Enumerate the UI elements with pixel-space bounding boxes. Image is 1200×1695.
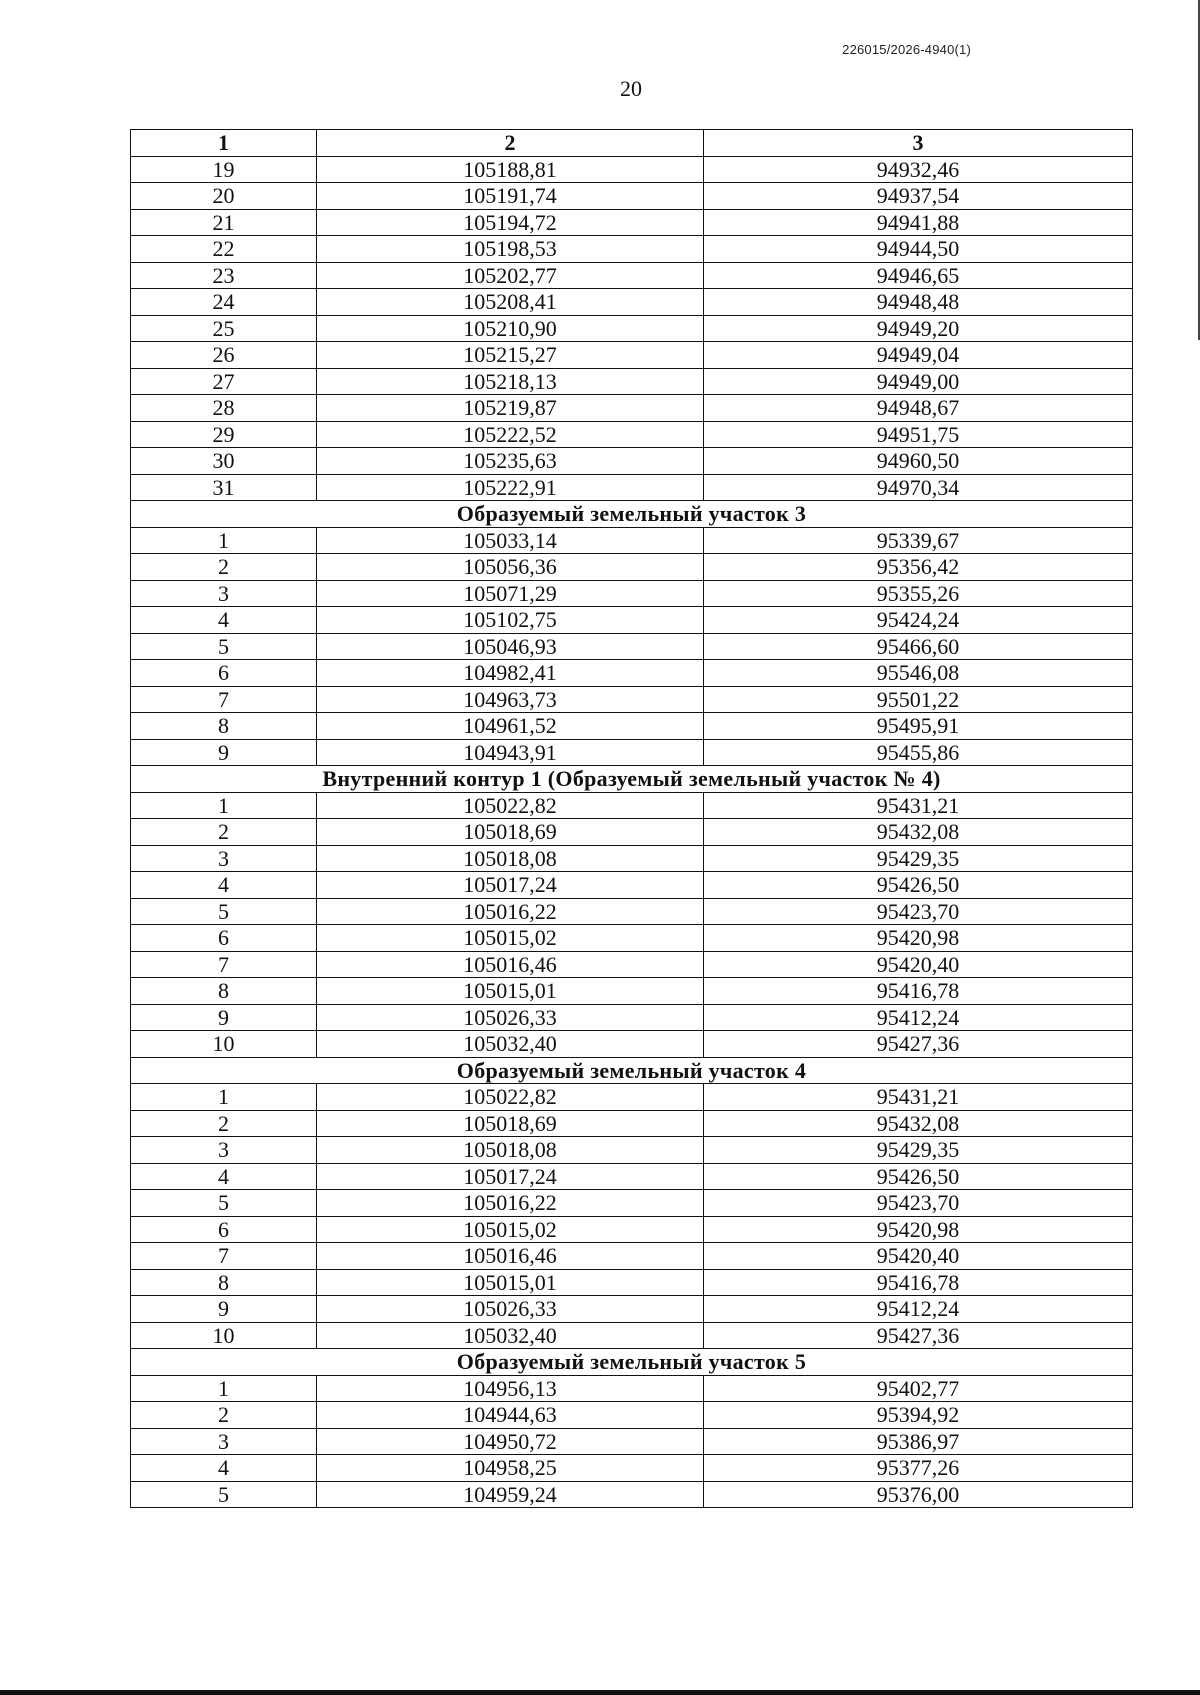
x-coordinate-cell: 105056,36 <box>317 554 704 581</box>
y-coordinate-cell: 95432,08 <box>704 819 1133 846</box>
point-number-cell: 29 <box>131 421 317 448</box>
table-row <box>131 421 1133 448</box>
x-coordinate-cell: 105208,41 <box>317 289 704 316</box>
x-coordinate-cell: 105219,87 <box>317 395 704 422</box>
table-row <box>131 1137 1133 1164</box>
table-row <box>131 1322 1133 1349</box>
table-row <box>131 607 1133 634</box>
point-number-cell: 10 <box>131 1322 317 1349</box>
table-row <box>131 580 1133 607</box>
point-number-cell: 7 <box>131 951 317 978</box>
x-coordinate-cell: 105222,52 <box>317 421 704 448</box>
x-coordinate-cell: 105188,81 <box>317 156 704 183</box>
point-number-cell: 8 <box>131 713 317 740</box>
point-number-cell: 1 <box>131 1084 317 1111</box>
x-coordinate-cell: 104959,24 <box>317 1481 704 1508</box>
x-coordinate-cell: 105018,08 <box>317 845 704 872</box>
table-row <box>131 1455 1133 1482</box>
y-coordinate-cell: 94949,20 <box>704 315 1133 342</box>
x-coordinate-cell: 104944,63 <box>317 1402 704 1429</box>
section-title: Образуемый земельный участок 5 <box>131 1349 1133 1376</box>
section-row <box>131 766 1133 793</box>
point-number-cell: 3 <box>131 1428 317 1455</box>
scan-bottom-rule <box>0 1690 1200 1695</box>
x-coordinate-cell: 104943,91 <box>317 739 704 766</box>
y-coordinate-cell: 95339,67 <box>704 527 1133 554</box>
x-coordinate-cell: 105235,63 <box>317 448 704 475</box>
point-number-cell: 2 <box>131 1402 317 1429</box>
y-coordinate-cell: 94944,50 <box>704 236 1133 263</box>
page-number: 20 <box>620 76 642 101</box>
section-row <box>131 1057 1133 1084</box>
point-number-cell: 25 <box>131 315 317 342</box>
point-number-cell: 30 <box>131 448 317 475</box>
x-coordinate-cell: 105015,02 <box>317 1216 704 1243</box>
point-number-cell: 20 <box>131 183 317 210</box>
table-row <box>131 315 1133 342</box>
table-row <box>131 1216 1133 1243</box>
x-coordinate-cell: 105071,29 <box>317 580 704 607</box>
table-row <box>131 1428 1133 1455</box>
coordinates-table <box>130 129 1133 1508</box>
point-number-cell: 27 <box>131 368 317 395</box>
point-number-cell: 3 <box>131 580 317 607</box>
point-number-cell: 22 <box>131 236 317 263</box>
table-row <box>131 1110 1133 1137</box>
x-coordinate-cell: 105210,90 <box>317 315 704 342</box>
x-coordinate-cell: 105017,24 <box>317 1163 704 1190</box>
point-number-cell: 4 <box>131 607 317 634</box>
table-row <box>131 925 1133 952</box>
table-row <box>131 183 1133 210</box>
point-number-cell: 4 <box>131 1455 317 1482</box>
point-number-cell: 1 <box>131 527 317 554</box>
x-coordinate-cell: 105046,93 <box>317 633 704 660</box>
y-coordinate-cell: 95416,78 <box>704 1269 1133 1296</box>
point-number-cell: 2 <box>131 554 317 581</box>
table-row <box>131 845 1133 872</box>
point-number-cell: 1 <box>131 792 317 819</box>
x-coordinate-cell: 105018,08 <box>317 1137 704 1164</box>
x-coordinate-cell: 105018,69 <box>317 1110 704 1137</box>
table-row <box>131 1402 1133 1429</box>
y-coordinate-cell: 94948,48 <box>704 289 1133 316</box>
y-coordinate-cell: 95402,77 <box>704 1375 1133 1402</box>
y-coordinate-cell: 95427,36 <box>704 1322 1133 1349</box>
y-coordinate-cell: 95423,70 <box>704 898 1133 925</box>
section-row <box>131 1349 1133 1376</box>
x-coordinate-cell: 105026,33 <box>317 1296 704 1323</box>
point-number-cell: 19 <box>131 156 317 183</box>
document-id: 226015/2026-4940(1) <box>842 42 971 57</box>
y-coordinate-cell: 94941,88 <box>704 209 1133 236</box>
y-coordinate-cell: 94946,65 <box>704 262 1133 289</box>
x-coordinate-cell: 105033,14 <box>317 527 704 554</box>
point-number-cell: 26 <box>131 342 317 369</box>
point-number-cell: 28 <box>131 395 317 422</box>
table-row <box>131 792 1133 819</box>
y-coordinate-cell: 95427,36 <box>704 1031 1133 1058</box>
table-row <box>131 1031 1133 1058</box>
y-coordinate-cell: 95355,26 <box>704 580 1133 607</box>
table-row <box>131 872 1133 899</box>
table-row <box>131 1243 1133 1270</box>
y-coordinate-cell: 94948,67 <box>704 395 1133 422</box>
y-coordinate-cell: 94949,04 <box>704 342 1133 369</box>
x-coordinate-cell: 104961,52 <box>317 713 704 740</box>
table-row <box>131 633 1133 660</box>
table-row <box>131 262 1133 289</box>
y-coordinate-cell: 95423,70 <box>704 1190 1133 1217</box>
table-row <box>131 1269 1133 1296</box>
y-coordinate-cell: 95420,98 <box>704 1216 1133 1243</box>
y-coordinate-cell: 94932,46 <box>704 156 1133 183</box>
point-number-cell: 5 <box>131 898 317 925</box>
table-row <box>131 527 1133 554</box>
table-row <box>131 209 1133 236</box>
x-coordinate-cell: 105218,13 <box>317 368 704 395</box>
table-row <box>131 686 1133 713</box>
x-coordinate-cell: 104982,41 <box>317 660 704 687</box>
y-coordinate-cell: 95376,00 <box>704 1481 1133 1508</box>
point-number-cell: 7 <box>131 1243 317 1270</box>
y-coordinate-cell: 94970,34 <box>704 474 1133 501</box>
table-row <box>131 1296 1133 1323</box>
table-row <box>131 554 1133 581</box>
y-coordinate-cell: 95420,40 <box>704 1243 1133 1270</box>
y-coordinate-cell: 94949,00 <box>704 368 1133 395</box>
point-number-cell: 2 <box>131 1110 317 1137</box>
point-number-cell: 10 <box>131 1031 317 1058</box>
x-coordinate-cell: 105017,24 <box>317 872 704 899</box>
y-coordinate-cell: 95429,35 <box>704 1137 1133 1164</box>
y-coordinate-cell: 95546,08 <box>704 660 1133 687</box>
table-row <box>131 289 1133 316</box>
table-body <box>131 156 1133 1508</box>
y-coordinate-cell: 95412,24 <box>704 1004 1133 1031</box>
section-row <box>131 501 1133 528</box>
section-title: Образуемый земельный участок 4 <box>131 1057 1133 1084</box>
x-coordinate-cell: 105016,22 <box>317 1190 704 1217</box>
x-coordinate-cell: 104963,73 <box>317 686 704 713</box>
x-coordinate-cell: 105026,33 <box>317 1004 704 1031</box>
point-number-cell: 5 <box>131 1481 317 1508</box>
x-coordinate-cell: 105198,53 <box>317 236 704 263</box>
table-row <box>131 448 1133 475</box>
y-coordinate-cell: 94937,54 <box>704 183 1133 210</box>
point-number-cell: 1 <box>131 1375 317 1402</box>
table-row <box>131 474 1133 501</box>
point-number-cell: 3 <box>131 845 317 872</box>
table-row <box>131 1481 1133 1508</box>
x-coordinate-cell: 105194,72 <box>317 209 704 236</box>
y-coordinate-cell: 95420,40 <box>704 951 1133 978</box>
header-row <box>131 130 1133 157</box>
point-number-cell: 8 <box>131 1269 317 1296</box>
table-row <box>131 1163 1133 1190</box>
y-coordinate-cell: 95466,60 <box>704 633 1133 660</box>
point-number-cell: 24 <box>131 289 317 316</box>
x-coordinate-cell: 104958,25 <box>317 1455 704 1482</box>
y-coordinate-cell: 95455,86 <box>704 739 1133 766</box>
y-coordinate-cell: 95424,24 <box>704 607 1133 634</box>
x-coordinate-cell: 105032,40 <box>317 1031 704 1058</box>
y-coordinate-cell: 95426,50 <box>704 872 1133 899</box>
point-number-cell: 5 <box>131 633 317 660</box>
table-row <box>131 1004 1133 1031</box>
table-row <box>131 951 1133 978</box>
point-number-cell: 9 <box>131 1004 317 1031</box>
y-coordinate-cell: 95429,35 <box>704 845 1133 872</box>
table-row <box>131 660 1133 687</box>
point-number-cell: 5 <box>131 1190 317 1217</box>
table-header <box>131 130 1133 157</box>
x-coordinate-cell: 105015,02 <box>317 925 704 952</box>
point-number-cell: 6 <box>131 925 317 952</box>
x-coordinate-cell: 105102,75 <box>317 607 704 634</box>
table-row <box>131 395 1133 422</box>
x-coordinate-cell: 105022,82 <box>317 792 704 819</box>
table-row <box>131 368 1133 395</box>
y-coordinate-cell: 94951,75 <box>704 421 1133 448</box>
x-coordinate-cell: 105018,69 <box>317 819 704 846</box>
section-title: Внутренний контур 1 (Образуемый земельный участок № 4) <box>131 766 1133 793</box>
point-number-cell: 8 <box>131 978 317 1005</box>
x-coordinate-cell: 105032,40 <box>317 1322 704 1349</box>
table-row <box>131 156 1133 183</box>
x-coordinate-cell: 104956,13 <box>317 1375 704 1402</box>
point-number-cell: 4 <box>131 1163 317 1190</box>
x-coordinate-cell: 105016,22 <box>317 898 704 925</box>
column-header-point-number: 1 <box>131 130 317 157</box>
y-coordinate-cell: 95377,26 <box>704 1455 1133 1482</box>
x-coordinate-cell: 105015,01 <box>317 1269 704 1296</box>
x-coordinate-cell: 105015,01 <box>317 978 704 1005</box>
y-coordinate-cell: 95412,24 <box>704 1296 1133 1323</box>
x-coordinate-cell: 105191,74 <box>317 183 704 210</box>
table-row <box>131 739 1133 766</box>
table-row <box>131 1084 1133 1111</box>
point-number-cell: 6 <box>131 1216 317 1243</box>
point-number-cell: 3 <box>131 1137 317 1164</box>
y-coordinate-cell: 95495,91 <box>704 713 1133 740</box>
y-coordinate-cell: 95426,50 <box>704 1163 1133 1190</box>
point-number-cell: 9 <box>131 1296 317 1323</box>
point-number-cell: 6 <box>131 660 317 687</box>
point-number-cell: 7 <box>131 686 317 713</box>
y-coordinate-cell: 95416,78 <box>704 978 1133 1005</box>
table-row <box>131 1375 1133 1402</box>
point-number-cell: 31 <box>131 474 317 501</box>
column-header-y: 3 <box>704 130 1133 157</box>
y-coordinate-cell: 95420,98 <box>704 925 1133 952</box>
y-coordinate-cell: 95386,97 <box>704 1428 1133 1455</box>
section-title: Образуемый земельный участок 3 <box>131 501 1133 528</box>
x-coordinate-cell: 105202,77 <box>317 262 704 289</box>
y-coordinate-cell: 94960,50 <box>704 448 1133 475</box>
x-coordinate-cell: 105016,46 <box>317 1243 704 1270</box>
point-number-cell: 2 <box>131 819 317 846</box>
x-coordinate-cell: 105022,82 <box>317 1084 704 1111</box>
table-row <box>131 236 1133 263</box>
y-coordinate-cell: 95431,21 <box>704 792 1133 819</box>
y-coordinate-cell: 95432,08 <box>704 1110 1133 1137</box>
y-coordinate-cell: 95431,21 <box>704 1084 1133 1111</box>
y-coordinate-cell: 95356,42 <box>704 554 1133 581</box>
point-number-cell: 21 <box>131 209 317 236</box>
table-row <box>131 342 1133 369</box>
table-row <box>131 978 1133 1005</box>
table-row <box>131 898 1133 925</box>
x-coordinate-cell: 105215,27 <box>317 342 704 369</box>
table-row <box>131 713 1133 740</box>
column-header-x: 2 <box>317 130 704 157</box>
table-row <box>131 1190 1133 1217</box>
point-number-cell: 23 <box>131 262 317 289</box>
table-row <box>131 819 1133 846</box>
point-number-cell: 4 <box>131 872 317 899</box>
x-coordinate-cell: 104950,72 <box>317 1428 704 1455</box>
x-coordinate-cell: 105222,91 <box>317 474 704 501</box>
y-coordinate-cell: 95501,22 <box>704 686 1133 713</box>
x-coordinate-cell: 105016,46 <box>317 951 704 978</box>
y-coordinate-cell: 95394,92 <box>704 1402 1133 1429</box>
point-number-cell: 9 <box>131 739 317 766</box>
